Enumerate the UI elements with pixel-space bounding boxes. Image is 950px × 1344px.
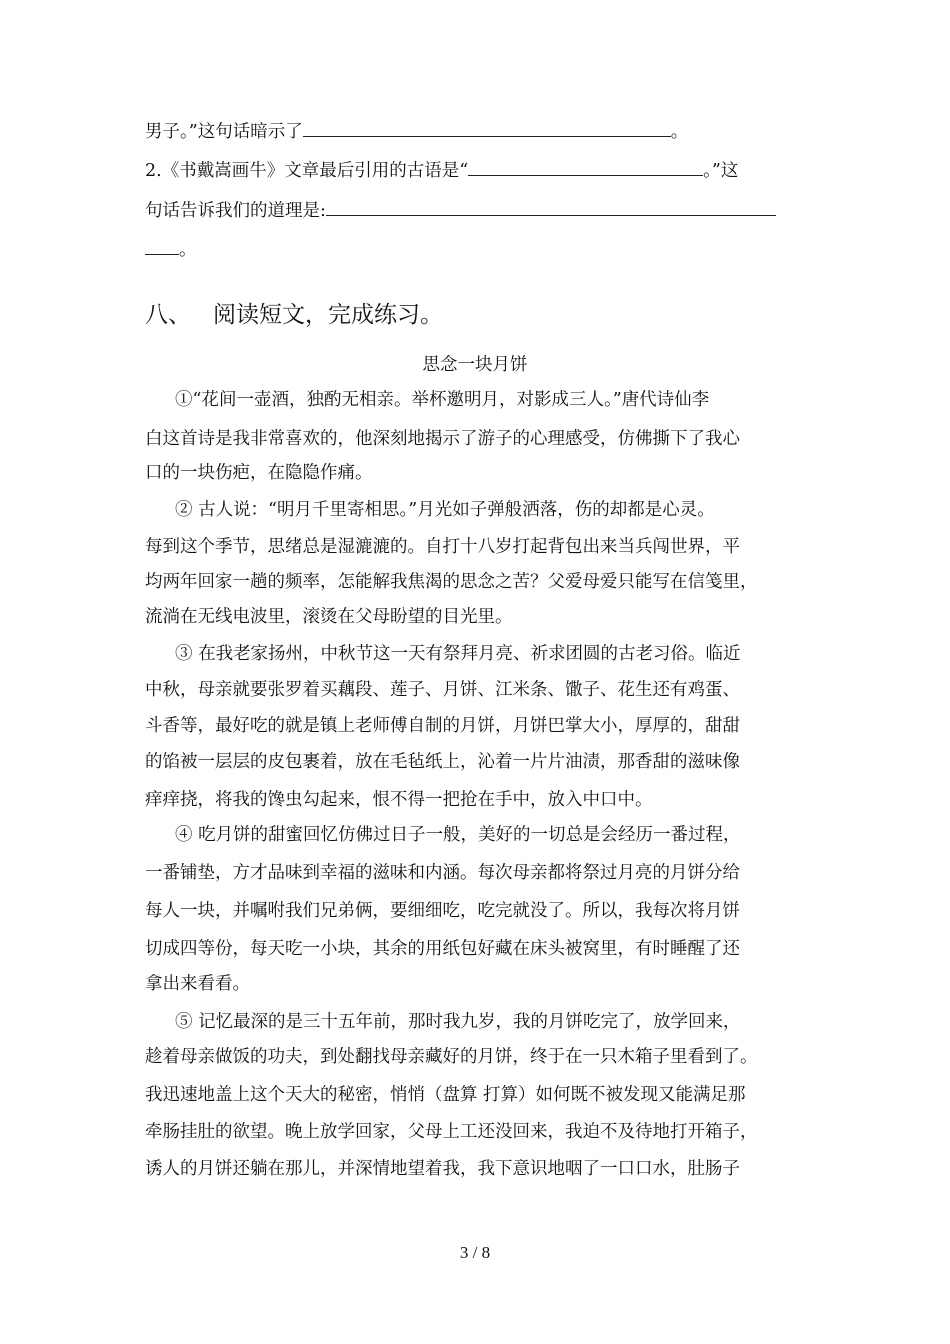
article-line: 趁着母亲做饭的功夫，到处翻找母亲藏好的月饼，终于在一只木箱子里看到了。 — [145, 1047, 758, 1067]
question-2-text-2: 句话告诉我们的道理是: — [145, 201, 326, 221]
answer-blank-2[interactable] — [468, 157, 703, 176]
article-line: 斗香等，最好吃的就是镇上老师傅自制的月饼，月饼巴掌大小，厚厚的，甜甜 — [145, 716, 740, 736]
article-line: 一番铺垫，方才品味到幸福的滋味和内涵。每次母亲都将祭过月亮的月饼分给 — [145, 863, 740, 883]
answer-blank-3[interactable] — [326, 197, 776, 216]
article-line: ③ 在我老家扬州，中秋节这一天有祭拜月亮、祈求团圆的古老习俗。临近 — [175, 644, 741, 664]
question-2-line-3 — [145, 236, 197, 262]
article-line: 我迅速地盖上这个天大的秘密，悄悄（盘算 打算）如何既不被发现又能满足那 — [145, 1085, 746, 1105]
question-1-end: 。 — [670, 122, 689, 142]
question-2-line-2 — [145, 197, 776, 223]
answer-blank-3-cont[interactable] — [145, 236, 179, 255]
article-line: 流淌在无线电波里，滚烫在父母盼望的目光里。 — [145, 607, 513, 627]
answer-blank-1[interactable] — [303, 118, 671, 137]
section-title: 阅读短文，完成练习。 — [213, 302, 443, 328]
article-line: 均两年回家一趟的频率，怎能解我焦渴的思念之苦？父爱母爱只能写在信笺里， — [145, 572, 758, 592]
section-heading — [145, 300, 443, 330]
article-line: 痒痒挠，将我的馋虫勾起来，恨不得一把抢在手中，放入中口中。 — [145, 790, 653, 810]
article-line: 每到这个季节，思绪总是湿漉漉的。自打十八岁打起背包出来当兵闯世界，平 — [145, 537, 740, 557]
page-number: 3 / 8 — [459, 1243, 491, 1262]
article-line: 口的一块伤疤，在隐隐作痛。 — [145, 463, 373, 483]
question-2-end: 。 — [179, 240, 197, 260]
article-line: ④ 吃月饼的甜蜜回忆仿佛过日子一般，美好的一切总是会经历一番过程， — [175, 825, 741, 845]
question-2-line-1 — [145, 157, 738, 183]
question-1-text: 男子。”这句话暗示了 — [145, 122, 303, 142]
article-line: 拿出来看看。 — [145, 974, 250, 994]
question-2-text: 2.《书戴嵩画牛》文章最后引用的古语是“ — [145, 161, 469, 181]
question-1-tail — [145, 118, 688, 144]
article-line: 诱人的月饼还躺在那儿，并深情地望着我，我下意识地咽了一口口水，肚肠子 — [145, 1159, 740, 1179]
article-line: 牵肠挂肚的欲望。晚上放学回家，父母上工还没回来，我迫不及待地打开箱子， — [145, 1122, 758, 1142]
section-number: 八、 — [145, 302, 191, 328]
question-2-mid: 。”这 — [703, 161, 739, 181]
article-line: 中秋，母亲就要张罗着买藕段、莲子、月饼、江米条、馓子、花生还有鸡蛋、 — [145, 680, 740, 700]
article-title: 思念一块月饼 — [422, 355, 528, 375]
article-line: 白这首诗是我非常喜欢的，他深刻地揭示了游子的心理感受，仿佛撕下了我心 — [145, 429, 740, 449]
article-line: ② 古人说：“明月千里寄相思。”月光如子弹般洒落，伤的却都是心灵。 — [175, 500, 715, 520]
article-line: ①“花间一壶酒，独酌无相亲。举杯邀明月，对影成三人。”唐代诗仙李 — [175, 390, 710, 410]
article-line: ⑤ 记忆最深的是三十五年前，那时我九岁，我的月饼吃完了，放学回来， — [175, 1012, 741, 1032]
article-line: 的馅被一层层的皮包裹着，放在毛毡纸上，沁着一片片油渍，那香甜的滋味像 — [145, 752, 740, 772]
article-line: 切成四等份，每天吃一小块，其余的用纸包好藏在床头被窝里，有时睡醒了还 — [145, 939, 740, 959]
article-line: 每人一块，并嘱咐我们兄弟俩，要细细吃，吃完就没了。所以，我每次将月饼 — [145, 901, 740, 921]
